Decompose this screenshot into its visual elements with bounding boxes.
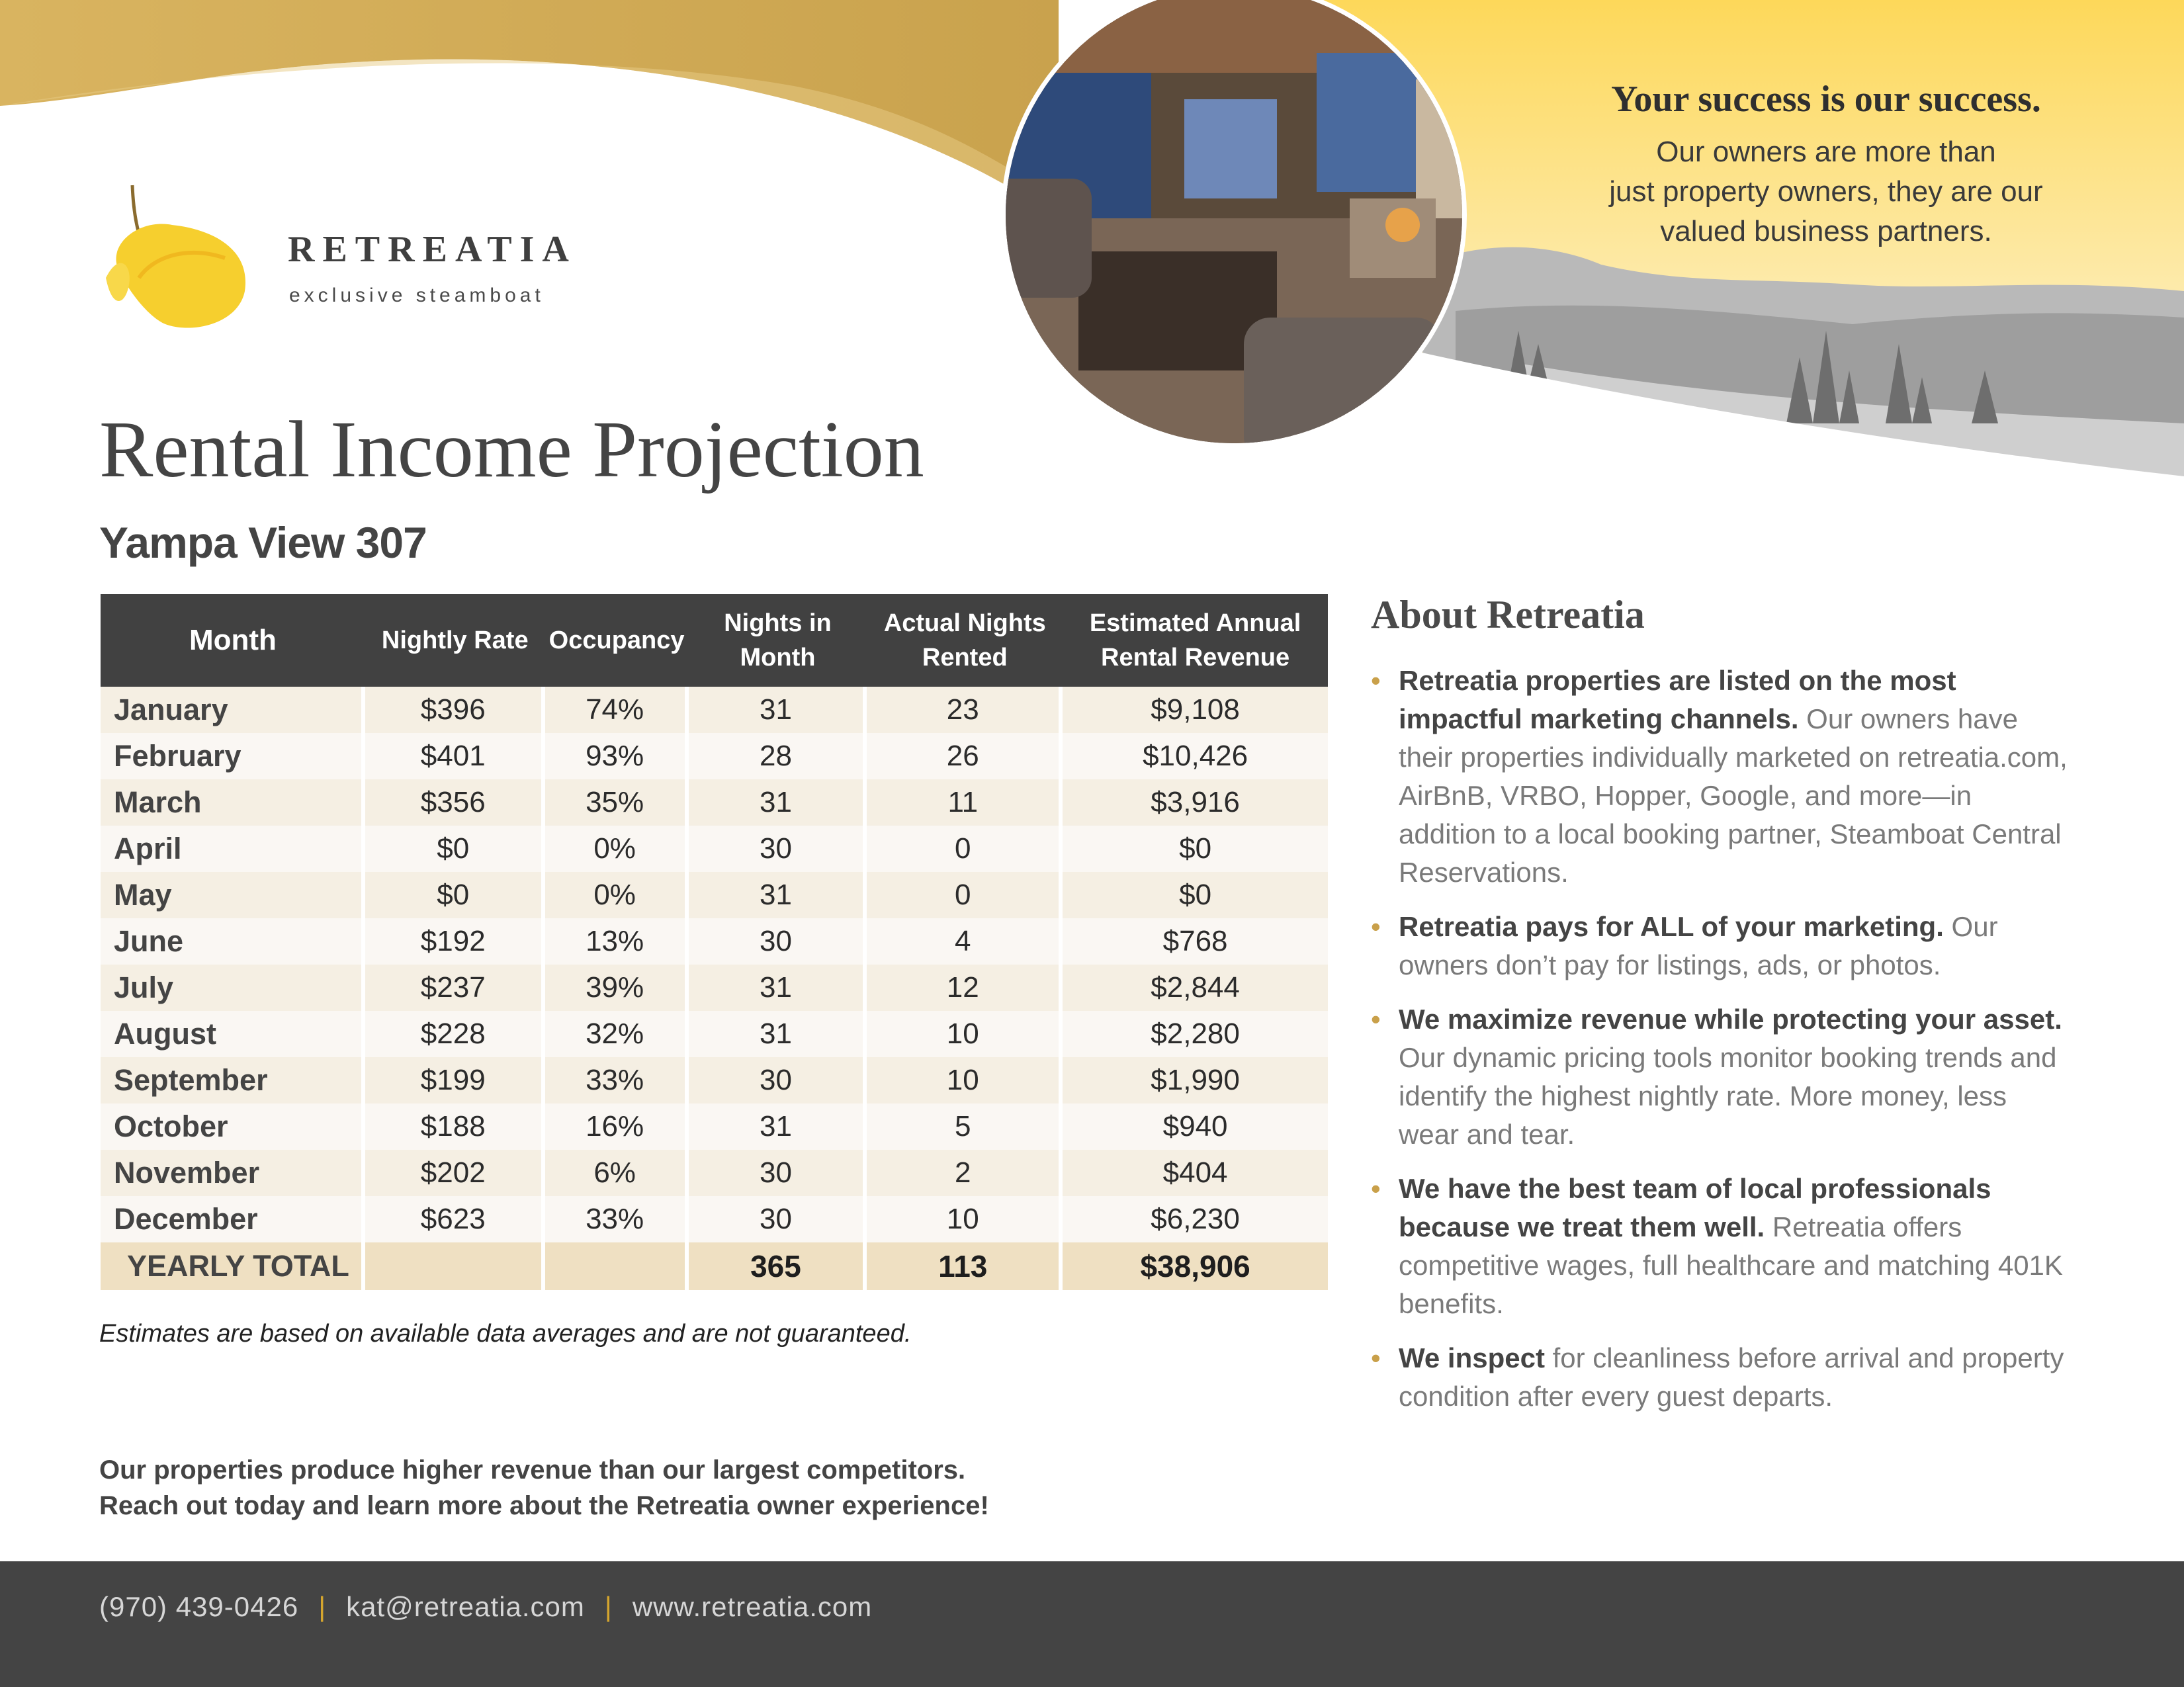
table-row <box>101 1057 1328 1103</box>
nights-in-month-cell: 30 <box>689 1196 867 1242</box>
header-line: Rental Revenue <box>1101 644 1290 671</box>
footer-separator: | <box>604 1591 613 1622</box>
occupancy-cell: 6% <box>545 1150 689 1196</box>
month-cell: February <box>101 733 365 779</box>
closing-line: Our properties produce higher revenue than our largest competitors. <box>99 1455 966 1485</box>
closing-statement <box>99 1452 989 1524</box>
occupancy-cell: 33% <box>545 1196 689 1242</box>
header-line: Nights in <box>724 609 832 637</box>
header-line: Actual Nights <box>883 609 1046 637</box>
rental-projection-table <box>101 594 1328 1290</box>
header-tagline-line: just property owners, they are our <box>1609 175 2043 208</box>
about-item <box>1371 908 2072 984</box>
nights-in-month-cell: 30 <box>689 918 867 965</box>
table-row <box>101 872 1328 918</box>
month-cell: May <box>101 872 365 918</box>
nightly-rate-cell: $396 <box>365 687 545 733</box>
actual-nights-cell: 10 <box>867 1011 1063 1057</box>
header-line: Estimated Annual <box>1089 609 1301 637</box>
header-tagline-line: valued business partners. <box>1660 215 1992 247</box>
revenue-cell: $404 <box>1063 1150 1328 1196</box>
nights-in-month-cell: 31 <box>689 965 867 1011</box>
header-nightly-rate: Nightly Rate <box>365 594 545 687</box>
nightly-rate-cell: $0 <box>365 872 545 918</box>
header-tagline-title: Your success is our success. <box>1611 79 2041 120</box>
about-item <box>1371 662 2072 892</box>
actual-nights-cell: 0 <box>867 872 1063 918</box>
occupancy-cell: 39% <box>545 965 689 1011</box>
actual-nights-cell: 23 <box>867 687 1063 733</box>
month-cell: October <box>101 1103 365 1150</box>
table-row <box>101 965 1328 1011</box>
header-line: Rented <box>922 644 1008 671</box>
footer-website-link[interactable]: www.retreatia.com <box>632 1591 873 1622</box>
revenue-cell: $2,844 <box>1063 965 1328 1011</box>
revenue-cell: $9,108 <box>1063 687 1328 733</box>
month-cell: December <box>101 1196 365 1242</box>
total-rented: 113 <box>867 1242 1063 1290</box>
actual-nights-cell: 4 <box>867 918 1063 965</box>
revenue-cell: $0 <box>1063 826 1328 872</box>
bullet-icon: • <box>1371 911 1381 942</box>
revenue-cell: $10,426 <box>1063 733 1328 779</box>
nightly-rate-cell: $623 <box>365 1196 545 1242</box>
revenue-cell: $1,990 <box>1063 1057 1328 1103</box>
occupancy-cell: 33% <box>545 1057 689 1103</box>
nights-in-month-cell: 30 <box>689 1057 867 1103</box>
header-line: Month <box>740 644 816 671</box>
nights-in-month-cell: 31 <box>689 1011 867 1057</box>
revenue-cell: $768 <box>1063 918 1328 965</box>
total-revenue: $38,906 <box>1063 1242 1328 1290</box>
actual-nights-cell: 12 <box>867 965 1063 1011</box>
actual-nights-cell: 2 <box>867 1150 1063 1196</box>
nights-in-month-cell: 31 <box>689 872 867 918</box>
about-item-text: Our owners don’t pay for listings, ads, or photos. <box>1399 911 1998 980</box>
about-item <box>1371 1170 2072 1323</box>
header-actual-nights <box>867 594 1063 687</box>
nightly-rate-cell: $188 <box>365 1103 545 1150</box>
table-row <box>101 779 1328 826</box>
bullet-icon: • <box>1371 1004 1381 1035</box>
about-item-text: Retreatia offers competitive wages, full healthcare and matching 401K benefits. <box>1399 1211 2063 1319</box>
header-tagline-body <box>1561 132 2091 251</box>
header-nights-in-month <box>689 594 867 687</box>
nightly-rate-cell: $202 <box>365 1150 545 1196</box>
month-cell: March <box>101 779 365 826</box>
about-item-highlight: We inspect <box>1399 1342 1545 1373</box>
table-row <box>101 1150 1328 1196</box>
occupancy-cell: 35% <box>545 779 689 826</box>
header-occupancy: Occupancy <box>545 594 689 687</box>
bullet-icon: • <box>1371 665 1381 696</box>
total-label: YEARLY TOTAL <box>101 1242 365 1290</box>
occupancy-cell: 0% <box>545 826 689 872</box>
table-row <box>101 687 1328 733</box>
leaf-logo-icon <box>93 179 258 337</box>
footer-phone[interactable]: (970) 439-0426 <box>99 1591 299 1622</box>
table-row <box>101 918 1328 965</box>
occupancy-cell: 16% <box>545 1103 689 1150</box>
revenue-cell: $2,280 <box>1063 1011 1328 1057</box>
occupancy-cell: 74% <box>545 687 689 733</box>
header-tagline-line: Our owners are more than <box>1656 136 1996 168</box>
revenue-cell: $0 <box>1063 872 1328 918</box>
month-cell: July <box>101 965 365 1011</box>
nightly-rate-cell: $199 <box>365 1057 545 1103</box>
nights-in-month-cell: 28 <box>689 733 867 779</box>
occupancy-cell: 13% <box>545 918 689 965</box>
table-row <box>101 1103 1328 1150</box>
about-item-text: Our dynamic pricing tools monitor booking trends and identify the highest nightly rate. More money, less wear and tear. <box>1399 1042 2057 1150</box>
about-item-text: Our owners have their properties individually marketed on retreatia.com, AirBnB, VRBO, Hopper, Google, and more—in addition to a local booking partner, Steamboat Central Reservations. <box>1399 703 2068 888</box>
nights-in-month-cell: 30 <box>689 1150 867 1196</box>
actual-nights-cell: 0 <box>867 826 1063 872</box>
brand-tagline: exclusive steamboat <box>289 284 545 306</box>
about-item <box>1371 1339 2072 1416</box>
actual-nights-cell: 26 <box>867 733 1063 779</box>
page-title: Rental Income Projection <box>99 405 924 494</box>
about-item-highlight: Retreatia properties are listed on the most impactful marketing channels. <box>1399 665 1956 734</box>
about-list <box>1371 662 2072 1432</box>
brand-name: RETREATIA <box>288 229 577 270</box>
nights-in-month-cell: 30 <box>689 826 867 872</box>
total-occupancy-cell <box>545 1242 689 1290</box>
revenue-cell: $3,916 <box>1063 779 1328 826</box>
nights-in-month-cell: 31 <box>689 1103 867 1150</box>
footer-contact <box>99 1591 872 1623</box>
table-header-row <box>101 594 1328 687</box>
footer-separator: | <box>318 1591 327 1622</box>
month-cell: September <box>101 1057 365 1103</box>
about-item-text: for cleanliness before arrival and property condition after every guest departs. <box>1399 1342 2064 1412</box>
table-row <box>101 1011 1328 1057</box>
nightly-rate-cell: $0 <box>365 826 545 872</box>
month-cell: June <box>101 918 365 965</box>
table-row <box>101 826 1328 872</box>
actual-nights-cell: 10 <box>867 1057 1063 1103</box>
table-row <box>101 1196 1328 1242</box>
month-cell: April <box>101 826 365 872</box>
disclaimer: Estimates are based on available data averages and are not guaranteed. <box>99 1320 912 1348</box>
nightly-rate-cell: $228 <box>365 1011 545 1057</box>
actual-nights-cell: 11 <box>867 779 1063 826</box>
nightly-rate-cell: $356 <box>365 779 545 826</box>
footer-bar <box>0 1561 2184 1687</box>
month-cell: January <box>101 687 365 733</box>
revenue-cell: $6,230 <box>1063 1196 1328 1242</box>
revenue-cell: $940 <box>1063 1103 1328 1150</box>
about-item-highlight: We have the best team of local professionals because we treat them well. <box>1399 1173 1991 1242</box>
bullet-icon: • <box>1371 1342 1381 1373</box>
about-item <box>1371 1000 2072 1154</box>
nights-in-month-cell: 31 <box>689 687 867 733</box>
occupancy-cell: 0% <box>545 872 689 918</box>
yearly-total-row <box>101 1242 1328 1290</box>
header-revenue <box>1063 594 1328 687</box>
bullet-icon: • <box>1371 1173 1381 1204</box>
about-item-highlight: We maximize revenue while protecting your asset. <box>1399 1004 2062 1035</box>
month-cell: November <box>101 1150 365 1196</box>
nightly-rate-cell: $401 <box>365 733 545 779</box>
header-month: Month <box>101 594 365 687</box>
total-nights: 365 <box>689 1242 867 1290</box>
about-item-highlight: Retreatia pays for ALL of your marketing. <box>1399 911 1944 942</box>
nights-in-month-cell: 31 <box>689 779 867 826</box>
total-rate-cell <box>365 1242 545 1290</box>
actual-nights-cell: 10 <box>867 1196 1063 1242</box>
closing-line: Reach out today and learn more about the Retreatia owner experience! <box>99 1491 989 1520</box>
actual-nights-cell: 5 <box>867 1103 1063 1150</box>
property-name: Yampa View 307 <box>99 518 427 567</box>
occupancy-cell: 93% <box>545 733 689 779</box>
table-row <box>101 733 1328 779</box>
month-cell: August <box>101 1011 365 1057</box>
nightly-rate-cell: $192 <box>365 918 545 965</box>
footer-email-link[interactable]: kat@retreatia.com <box>346 1591 585 1622</box>
occupancy-cell: 32% <box>545 1011 689 1057</box>
about-title: About Retreatia <box>1371 593 1645 636</box>
nightly-rate-cell: $237 <box>365 965 545 1011</box>
